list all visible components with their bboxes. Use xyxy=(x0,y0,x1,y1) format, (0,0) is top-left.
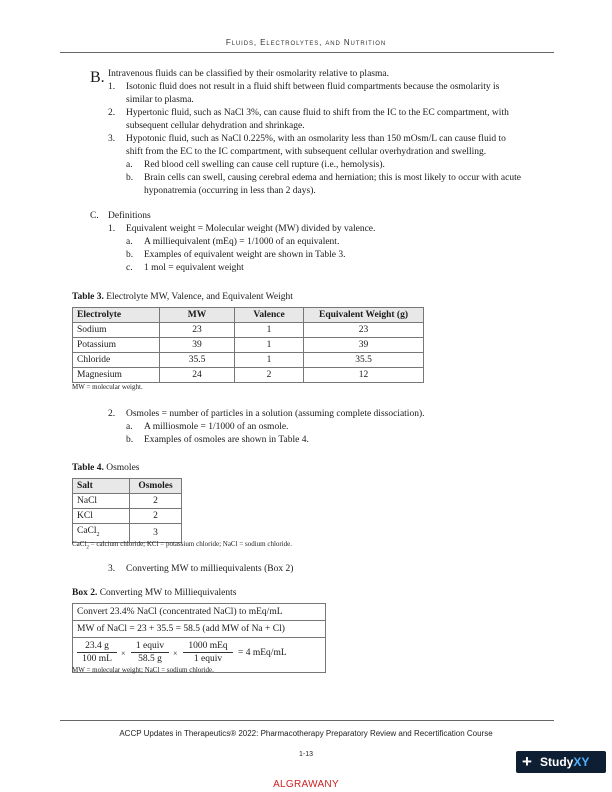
table-row xyxy=(73,353,424,368)
plus-icon: + xyxy=(522,752,532,771)
table-3-footnote: MW = molecular weight. xyxy=(72,383,143,391)
running-header: Fluids, Electrolytes, and Nutrition xyxy=(225,38,387,47)
table-4-footnote xyxy=(72,540,292,550)
table-4-caption xyxy=(72,463,139,473)
b-sub-a-marker: a. xyxy=(126,160,133,170)
salt-name: CaCl xyxy=(77,526,97,536)
section-b-text: Intravenous fluids can be classified by their osmolarity relative to plasma. xyxy=(108,69,389,79)
table-3-header: Valence xyxy=(235,308,304,323)
table-4-title: Osmoles xyxy=(106,463,140,473)
section-c-marker: C. xyxy=(90,211,99,221)
times-sign: × xyxy=(121,649,126,658)
fraction-3 xyxy=(183,641,233,665)
table-cell: 39 xyxy=(304,338,424,353)
note-text: = calcium chloride; KCl = potassium chloride; NaCl = sodium chloride. xyxy=(88,540,293,548)
table-cell: 1 xyxy=(235,338,304,353)
c-1-sub-a-marker: a. xyxy=(126,237,133,247)
box-2 xyxy=(72,603,326,673)
b-sub-a-line-1: Red blood cell swelling can cause cell rupture (i.e., hemolysis). xyxy=(144,160,385,170)
table-3 xyxy=(72,307,424,383)
c-1-sub-b-text: Examples of equivalent weight are shown in Table 3. xyxy=(144,250,346,260)
equation-result: = 4 mEq/mL xyxy=(238,648,287,658)
b-item-2-line-1: Hypertonic fluid, such as NaCl 3%, can cause fluid to shift from the IC to the EC compartment, with xyxy=(126,108,509,118)
box-2-row-1: Convert 23.4% NaCl (concentrated NaCl) to mEq/mL xyxy=(73,604,325,621)
c-item-1-text: Equivalent weight = Molecular weight (MW) divided by valence. xyxy=(126,224,376,234)
fraction-3-numerator: 1000 mEq xyxy=(183,641,233,653)
table-cell: Sodium xyxy=(73,323,160,338)
table-cell: 24 xyxy=(160,368,235,383)
table-cell: 1 xyxy=(235,353,304,368)
b-sub-b-marker: b. xyxy=(126,173,134,183)
table-cell: 23 xyxy=(304,323,424,338)
running-footer: ACCP Updates in Therapeutics® 2022: Pharmacotherapy Preparatory Review and Recertification Course xyxy=(119,729,493,738)
note-formula: CaCl xyxy=(72,540,87,548)
c-item-3-marker: 3. xyxy=(108,564,116,574)
table-row xyxy=(73,338,424,353)
fraction-3-denominator: 1 equiv xyxy=(193,654,223,664)
table-cell: 2 xyxy=(130,494,182,509)
c-2-sub-b-marker: b. xyxy=(126,435,134,445)
b-item-3-line-1: Hypotonic fluid, such as NaCl 0.225%, with an osmolarity less than 150 mOsm/L can cause fluid to xyxy=(126,134,506,144)
c-2-sub-a-text: A milliosmole = 1/1000 of an osmole. xyxy=(144,422,289,432)
section-b-marker: B. xyxy=(90,69,105,86)
b-item-2-line-2: subsequent cellular dehydration and shrinkage. xyxy=(126,121,305,131)
table-4-label: Table 4. xyxy=(72,463,104,473)
c-item-1-marker: 1. xyxy=(108,224,116,234)
fraction-1 xyxy=(77,641,117,665)
fraction-1-numerator: 23.4 g xyxy=(77,641,117,653)
fraction-2-denominator: 58.5 g xyxy=(138,654,162,664)
fraction-1-denominator: 100 mL xyxy=(82,654,112,664)
table-cell: Chloride xyxy=(73,353,160,368)
table-cell: 2 xyxy=(235,368,304,383)
watermark-xy: XY xyxy=(573,755,590,769)
b-item-3-line-2: shift from the EC to the IC compartment, with subsequent cellular overhydration and swelling. xyxy=(126,147,487,157)
table-3-title: Electrolyte MW, Valence, and Equivalent Weight xyxy=(106,292,293,302)
table-row xyxy=(73,323,424,338)
c-item-2-marker: 2. xyxy=(108,409,116,419)
c-2-sub-a-marker: a. xyxy=(126,422,133,432)
watermark-study: Study xyxy=(540,755,574,769)
table-3-header: Equivalent Weight (g) xyxy=(304,308,424,323)
c-item-2-text: Osmoles = number of particles in a solution (assuming complete dissociation). xyxy=(126,409,425,419)
b-sub-b-line-2: hyponatremia (occurring in less than 2 days). xyxy=(144,186,316,196)
watermark-text xyxy=(540,751,589,773)
box-2-row-2: MW of NaCl = 23 + 35.5 = 58.5 (add MW of Na + Cl) xyxy=(73,621,325,638)
table-row xyxy=(73,509,182,524)
c-item-3-text: Converting MW to milliequivalents (Box 2) xyxy=(126,564,294,574)
table-cell: Magnesium xyxy=(73,368,160,383)
table-3-header: MW xyxy=(160,308,235,323)
bottom-signature: ALGRAWANY xyxy=(273,779,339,790)
table-cell: 3 xyxy=(130,524,182,543)
fraction-2-numerator: 1 equiv xyxy=(131,641,169,653)
b-item-3-marker: 3. xyxy=(108,134,116,144)
table-cell xyxy=(73,509,130,524)
table-cell: 2 xyxy=(130,509,182,524)
salt-name: KCl xyxy=(77,511,93,521)
studyxy-watermark xyxy=(516,751,606,773)
table-cell: 12 xyxy=(304,368,424,383)
table-4-header: Osmoles xyxy=(130,479,182,494)
table-cell: 23 xyxy=(160,323,235,338)
c-1-sub-c-text: 1 mol = equivalent weight xyxy=(144,263,244,273)
c-2-sub-b-text: Examples of osmoles are shown in Table 4. xyxy=(144,435,309,445)
page-number: 1-13 xyxy=(298,751,313,758)
b-sub-b-line-1: Brain cells can swell, causing cerebral edema and herniation; this is most likely to occur with acute xyxy=(144,173,521,183)
table-4 xyxy=(72,478,182,543)
b-item-1-line-1: Isotonic fluid does not result in a fluid shift between fluid compartments because the osmolarity is xyxy=(126,82,500,92)
salt-subscript: 2 xyxy=(96,531,100,538)
table-cell: 39 xyxy=(160,338,235,353)
table-4-header-row xyxy=(73,479,182,494)
fraction-2 xyxy=(131,641,169,665)
table-cell: Potassium xyxy=(73,338,160,353)
table-cell: 35.5 xyxy=(160,353,235,368)
b-item-2-marker: 2. xyxy=(108,108,116,118)
table-cell xyxy=(73,494,130,509)
table-row xyxy=(73,494,182,509)
table-cell: 35.5 xyxy=(304,353,424,368)
b-item-1-line-2: similar to plasma. xyxy=(126,95,194,105)
table-cell: 1 xyxy=(235,323,304,338)
note-subscript: 2 xyxy=(86,545,89,551)
times-sign: × xyxy=(173,649,178,658)
footer-divider xyxy=(60,720,554,721)
table-row xyxy=(73,368,424,383)
box-2-label: Box 2. xyxy=(72,588,98,598)
table-3-caption xyxy=(72,292,293,302)
c-1-sub-a-text: A milliequivalent (mEq) = 1/1000 of an equivalent. xyxy=(144,237,340,247)
box-2-footnote: MW = molecular weight; NaCl = sodium chloride. xyxy=(72,666,214,674)
b-item-1-marker: 1. xyxy=(108,82,116,92)
header-divider xyxy=(60,52,554,53)
box-2-caption xyxy=(72,588,237,598)
table-3-header: Electrolyte xyxy=(73,308,160,323)
c-1-sub-b-marker: b. xyxy=(126,250,134,260)
table-4-header: Salt xyxy=(73,479,130,494)
salt-name: NaCl xyxy=(77,496,98,506)
box-2-title: Converting MW to Milliequivalents xyxy=(99,588,237,598)
table-3-label: Table 3. xyxy=(72,292,104,302)
table-3-header-row xyxy=(73,308,424,323)
section-c-text: Definitions xyxy=(108,211,151,221)
c-1-sub-c-marker: c. xyxy=(126,263,133,273)
